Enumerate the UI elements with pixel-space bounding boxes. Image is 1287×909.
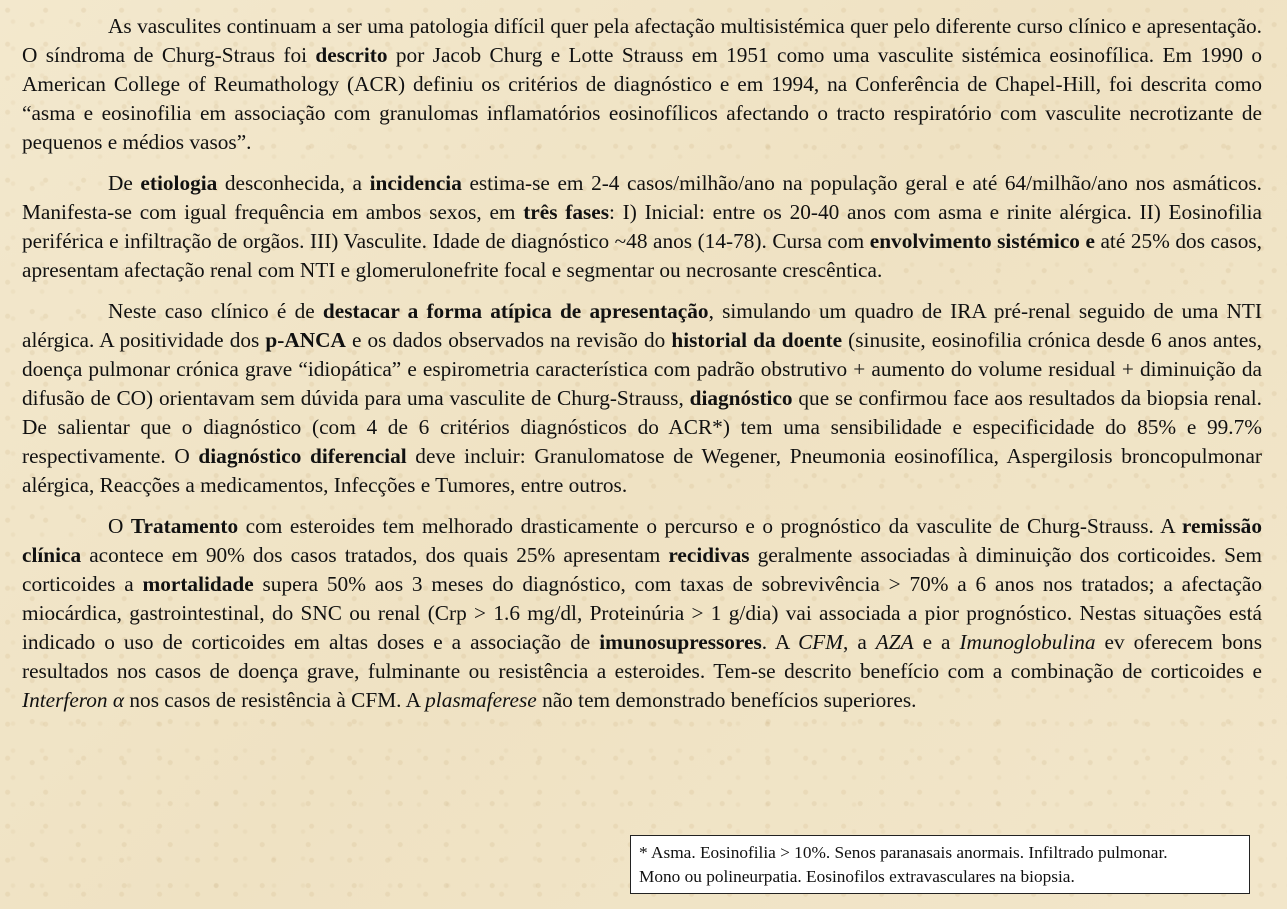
- bold-term: imunosupressores: [599, 630, 762, 654]
- bold-term: diagnóstico diferencial: [198, 444, 407, 468]
- bold-term: Tratamento: [130, 514, 239, 538]
- bold-term: recidivas: [668, 543, 750, 567]
- text-run: estima-se em 2-4 casos/milhão/ano na população geral e até 64/milhão/ano nos asmáticos. Manifesta-se com igual frequência em ambos sexos, em: [22, 171, 1262, 224]
- text-run: De: [108, 171, 141, 195]
- italic-term: AZA: [875, 630, 914, 654]
- text-run: e a: [913, 630, 960, 654]
- italic-term: Imunoglobulina: [959, 630, 1096, 654]
- italic-term: CFM: [798, 630, 844, 654]
- text-run: geralmente associadas à diminuição dos corticoides. Sem corticoides a: [22, 543, 1262, 596]
- text-run: Neste caso clínico é de: [108, 299, 323, 323]
- text-run: por Jacob Churg e Lotte Strauss em 1951 como uma vasculite sistémica eosinofílica. Em 1990 o American College of Reumathology (ACR) definiu os critérios de diagnóstico e em 1994, na Conferência de Chapel-Hill, foi descrita como “asma e eosinofilia em associação com granulomas inflamatórios eosinofílicos afectando o tracto respiratório com vasculite necrotizante de pequenos e médios vasos”.: [22, 43, 1262, 154]
- text-run: desconhecida, a: [217, 171, 370, 195]
- text-run: nos casos de resistência à CFM. A: [124, 688, 426, 712]
- text-run: O: [108, 514, 131, 538]
- text-run: (sinusite, eosinofilia crónica desde 6 anos antes, doença pulmonar crónica grave “idiopática” e espirometria característica com padrão obstrutivo + aumento do volume residual + diminuição da difusão de CO) orientavam sem dúvida para uma vasculite de Churg-Strauss,: [22, 328, 1262, 410]
- paragraph-treatment: [22, 512, 1262, 715]
- text-run: até 25% dos casos, apresentam afectação renal com NTI e glomerulonefrite focal e segmentar ou necrosante crescêntica.: [22, 229, 1262, 282]
- bold-term: três fases: [523, 200, 610, 224]
- bold-term: destacar a forma atípica de apresentação: [322, 299, 709, 323]
- bold-term: envolvimento sistémico e: [869, 229, 1095, 253]
- footnote-line-1: * Asma. Eosinofilia > 10%. Senos paranasais anormais. Infiltrado pulmonar.: [639, 843, 1168, 862]
- paragraph-etiology: [22, 169, 1262, 285]
- bold-term: etiologia: [140, 171, 218, 195]
- italic-term: Interferon α: [22, 688, 125, 712]
- italic-term: plasmaferese: [425, 688, 537, 712]
- bold-term: incidencia: [369, 171, 462, 195]
- bold-term: descrito: [315, 43, 388, 67]
- text-run: que se confirmou face aos resultados da biopsia renal. De salientar que o diagnóstico (com 4 de 6 critérios diagnósticos do ACR*) tem uma sensibilidade e especificidade do 85% e 99.7% respectivamente. O: [22, 386, 1262, 468]
- text-run: com esteroides tem melhorado drasticamente o percurso e o prognóstico da vasculite de Churg-Strauss. A: [238, 514, 1182, 538]
- text-run: ev oferecem bons resultados nos casos de doença grave, fulminante ou resistência a esteroides. Tem-se descrito benefício com a combinação de corticoides e: [22, 630, 1262, 683]
- text-run: deve incluir: Granulomatose de Wegener, Pneumonia eosinofílica, Aspergilosis broncopulmonar alérgica, Reacções a medicamentos, Infecções e Tumores, entre outros.: [22, 444, 1262, 497]
- text-run: , simulando um quadro de IRA pré-renal seguido de uma NTI alérgica. A positividade dos: [22, 299, 1263, 352]
- footnote-line-2: Mono ou polineurpatia. Eosinofilos extravasculares na biopsia.: [639, 866, 1075, 886]
- text-run: não tem demonstrado benefícios superiores.: [536, 688, 917, 712]
- text-run: . A: [761, 630, 799, 654]
- bold-term: remissão clínica: [22, 514, 1262, 567]
- bold-term: p-ANCA: [265, 328, 346, 352]
- text-run: : I) Inicial: entre os 20-40 anos com asma e rinite alérgica. II) Eosinofilia periférica e infiltração de orgãos. III) Vasculite. Idade de diagnóstico ~48 anos (14-78). Cursa com: [22, 200, 1262, 253]
- text-run: As vasculites continuam a ser uma patologia difícil quer pela afectação multisistémica quer pelo diferente curso clínico e apresentação. O síndroma de Churg-Straus foi: [22, 14, 1262, 67]
- paragraph-case-discussion: [22, 297, 1262, 500]
- paragraph-intro: [22, 12, 1262, 157]
- acr-criteria-footnote: [630, 835, 1250, 894]
- bold-term: mortalidade: [142, 572, 254, 596]
- text-run: supera 50% aos 3 meses do diagnóstico, com taxas de sobrevivência > 70% a 6 anos nos tratados; a afectação miocárdica, gastrointestinal, do SNC ou renal (Crp > 1.6 mg/dl, Proteinúria > 1 g/dia) vai associada a pior prognóstico. Nestas situações está indicado o uso de corticoides em altas doses e a associação de: [22, 572, 1262, 654]
- text-run: acontece em 90% dos casos tratados, dos quais 25% apresentam: [81, 543, 669, 567]
- bold-term: diagnóstico: [689, 386, 793, 410]
- bold-term: historial da doente: [671, 328, 843, 352]
- text-run: e os dados observados na revisão do: [345, 328, 672, 352]
- text-run: , a: [843, 630, 876, 654]
- document-body: [22, 12, 1262, 727]
